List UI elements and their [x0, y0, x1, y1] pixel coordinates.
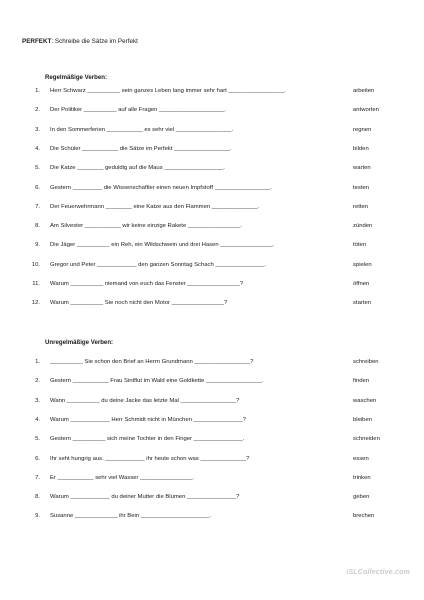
infinitive-verb: trinken	[353, 474, 371, 481]
exercise-sentence: Herr Schwarz __________ sein ganzes Leben lang immer sehr hart _________________.	[50, 88, 286, 94]
exercise-number: 6.	[35, 455, 40, 462]
exercise-sentence: Die Schüler ___________ die Sätze im Perfekt _________________.	[50, 145, 232, 152]
exercise-row	[26, 183, 406, 193]
exercise-number: 7.	[35, 203, 40, 210]
infinitive-verb: waschen	[353, 397, 377, 404]
exercise-row	[26, 260, 406, 270]
exercise-number: 3.	[35, 126, 40, 133]
exercise-number: 2.	[35, 107, 40, 114]
worksheet-title	[22, 38, 138, 45]
infinitive-verb: bleiben	[353, 416, 372, 423]
exercise-number: 5.	[35, 165, 40, 172]
exercise-row	[26, 279, 406, 289]
exercise-number: 10.	[31, 261, 40, 268]
exercise-row	[26, 473, 406, 483]
infinitive-verb: öffnen	[353, 281, 370, 287]
exercise-sentence: Gestern ___________ Frau Sintflut im Wald eine Goldkette _________________.	[50, 378, 264, 385]
section-heading: Unregelmäßige Verben:	[45, 339, 114, 346]
exercise-number: 1.	[35, 359, 40, 365]
exercise-row	[26, 492, 406, 502]
exercise-sentence: Gregor und Peter ____________ den ganzen Sonntag Schach _______________.	[50, 261, 267, 268]
exercise-row	[26, 163, 406, 173]
exercise-row	[26, 221, 406, 231]
exercise-sentence: Warum __________ Sie noch nicht den Motor ________________?	[50, 300, 228, 307]
section-heading: Regelmäßige Verben:	[45, 74, 107, 81]
infinitive-verb: geben	[353, 494, 370, 501]
exercise-sentence: Er ___________ sehr viel Wasser ________________.	[50, 474, 195, 481]
exercise-sentence: Warum ____________ du deiner Mutter die Blumen _______________?	[50, 494, 240, 501]
exercise-sentence: Die Katze ________ geduldig auf die Maus __________________.	[50, 165, 225, 172]
exercise-number: 8.	[35, 494, 40, 501]
exercise-number: 9.	[35, 513, 40, 520]
exercise-sentence: Die Jäger __________ ein Reh, ein Wildschwein und drei Hasen ________________.	[50, 242, 275, 249]
exercise-row	[26, 454, 406, 464]
infinitive-verb: brechen	[353, 513, 375, 520]
exercise-row	[26, 415, 406, 425]
title-rest: : Schreibe die Sätze im Perfekt	[51, 38, 138, 45]
infinitive-verb: starten	[353, 300, 372, 307]
exercise-number: 6.	[35, 184, 40, 191]
exercise-sentence: Ihr seht hungrig aus. ____________ ihr heute schon was ______________?	[50, 455, 250, 462]
title-bold: PERFEKT	[22, 38, 52, 45]
exercise-row	[26, 357, 406, 367]
exercise-number: 1.	[35, 88, 40, 94]
exercise-sentence: __________ Sie schon den Brief an Herrn Grundmann _________________?	[50, 359, 254, 365]
exercise-sentence: Gestern _________ die Wissenschaftler einen neuen Impfstoff _________________.	[50, 184, 272, 191]
exercise-sentence: Wann __________ du deine Jacke das letzte Mal _________________?	[50, 397, 240, 404]
infinitive-verb: arbeiten	[353, 88, 375, 94]
exercise-row	[26, 86, 406, 96]
exercise-number: 11.	[32, 281, 40, 287]
infinitive-verb: schreiben	[353, 359, 379, 365]
exercise-sentence: Warum ____________ Herr Schmidt nicht in München _______________?	[50, 416, 246, 423]
infinitive-verb: retten	[353, 203, 369, 210]
watermark: iSLCollective.com	[346, 569, 410, 576]
infinitive-verb: antworten	[353, 107, 379, 114]
exercise-number: 3.	[35, 397, 40, 404]
exercise-number: 5.	[35, 436, 40, 443]
exercise-sentence: In den Sommerferien ___________ es sehr viel _________________.	[50, 126, 234, 133]
exercise-number: 12.	[31, 300, 40, 307]
exercise-sentence: Der Feuerwehrmann ________ eine Katze aus den Flammen ______________.	[50, 203, 260, 210]
infinitive-verb: schneiden	[353, 436, 380, 443]
infinitive-verb: testen	[353, 184, 370, 191]
infinitive-verb: regnen	[353, 126, 372, 133]
exercise-sentence: Susanne _____________ ihr Bein _____________________.	[50, 513, 212, 520]
infinitive-verb: zünden	[353, 223, 373, 230]
exercise-row	[26, 376, 406, 386]
exercise-row	[26, 298, 406, 308]
infinitive-verb: bilden	[353, 145, 369, 152]
exercise-row	[26, 511, 406, 521]
exercise-sentence: Gestern __________ sich meine Tochter in den Finger _______________.	[50, 436, 245, 443]
infinitive-verb: essen	[353, 455, 369, 462]
exercise-number: 4.	[35, 416, 40, 423]
exercise-number: 4.	[35, 145, 40, 152]
exercise-sentence: Der Politiker __________ auf alle Fragen ____________________.	[50, 107, 227, 114]
exercise-number: 2.	[35, 378, 40, 385]
exercise-row	[26, 105, 406, 115]
exercise-row	[26, 396, 406, 406]
exercise-row	[26, 125, 406, 135]
exercise-sentence: Warum __________ niemand von euch das Fenster ________________?	[50, 281, 244, 287]
exercise-row	[26, 434, 406, 444]
exercise-row	[26, 144, 406, 154]
infinitive-verb: spielen	[353, 261, 372, 268]
infinitive-verb: töten	[353, 242, 367, 249]
infinitive-verb: finden	[353, 378, 370, 385]
exercise-sentence: Am Silvester ___________ wir keine einzige Rakete ________________.	[50, 223, 242, 230]
exercise-number: 9.	[35, 242, 40, 249]
exercise-number: 7.	[35, 474, 40, 481]
infinitive-verb: warten	[353, 165, 371, 172]
exercise-row	[26, 202, 406, 212]
exercise-number: 8.	[35, 223, 40, 230]
exercise-row	[26, 240, 406, 250]
